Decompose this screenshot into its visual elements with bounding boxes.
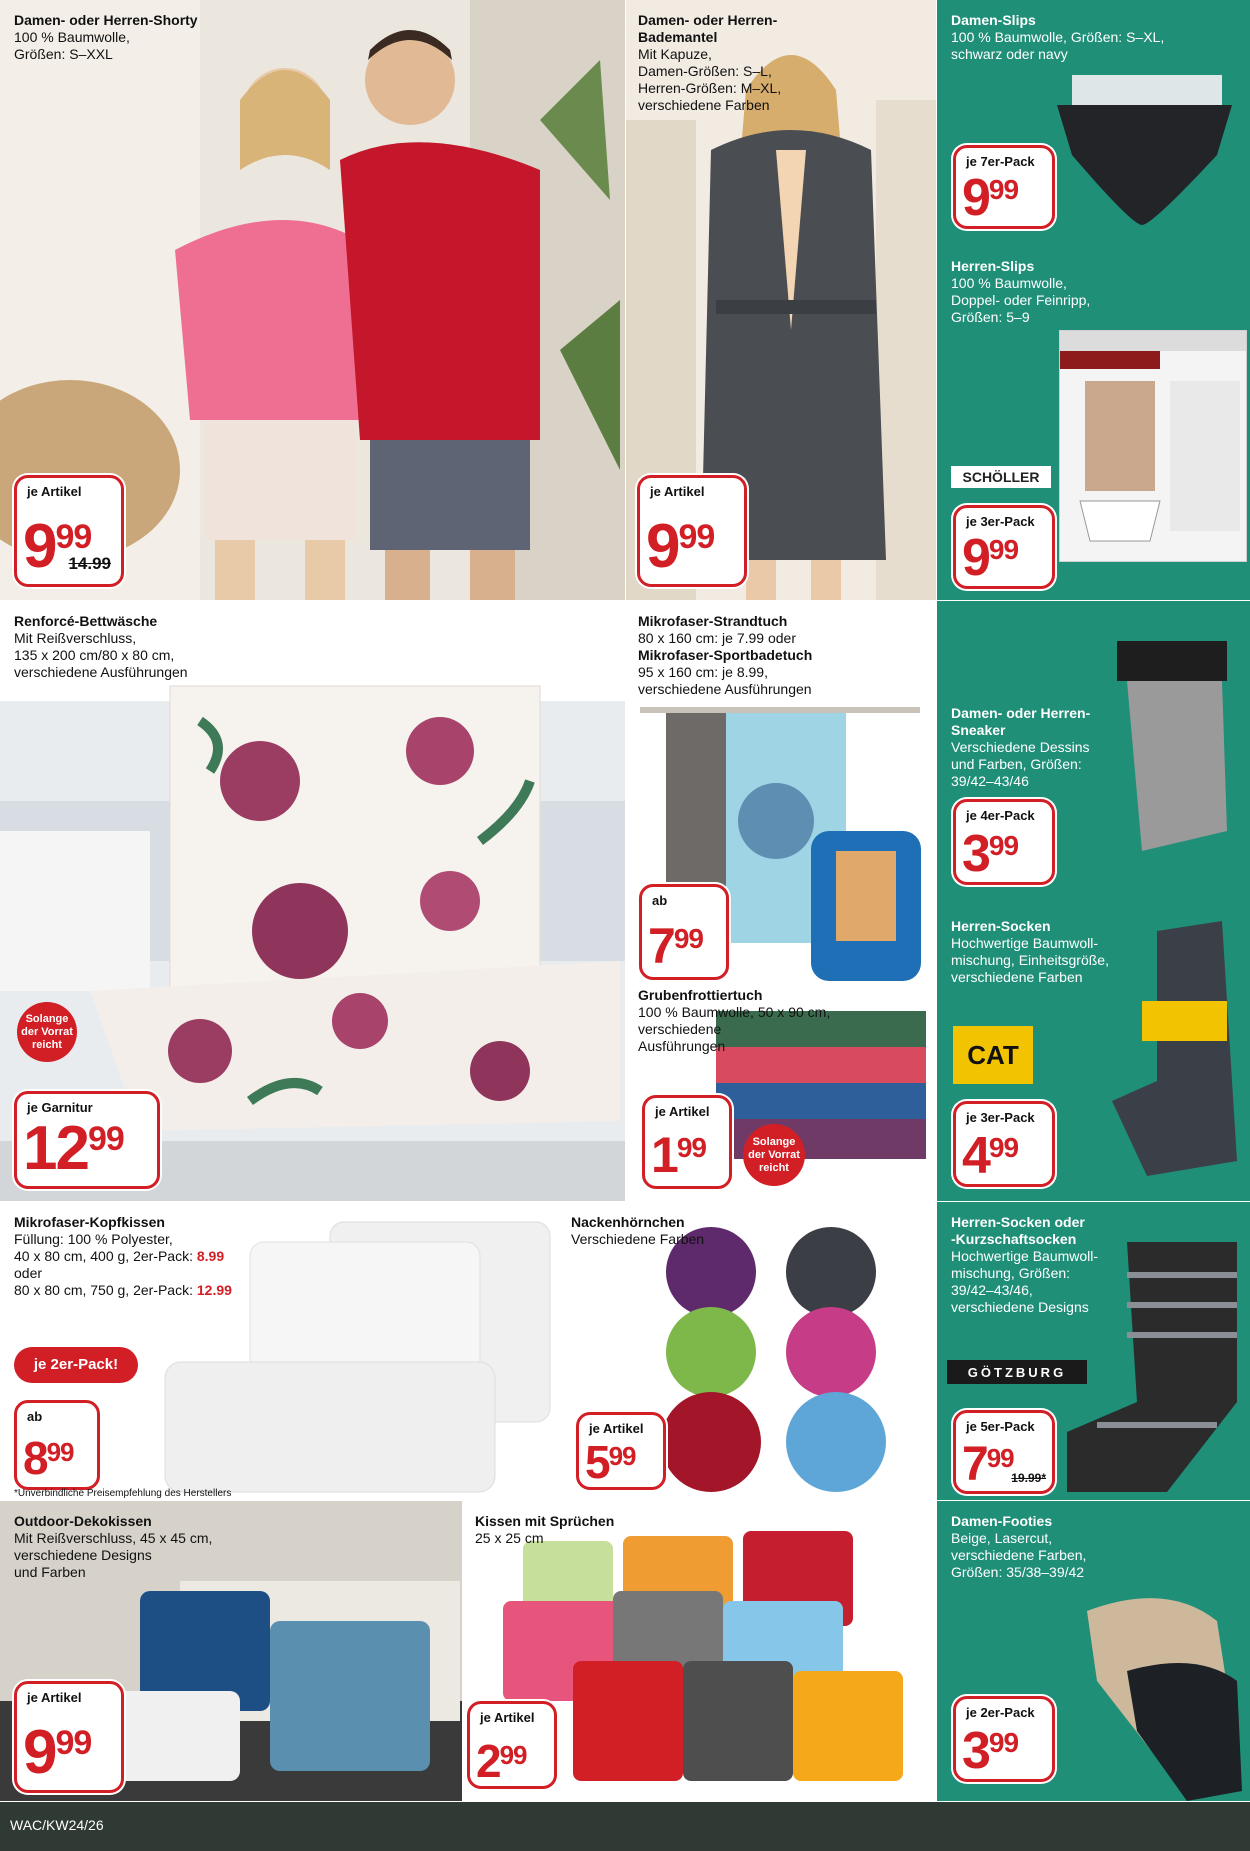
dekokissen-line3: und Farben: [14, 1564, 86, 1580]
stock-note-line3: reicht: [32, 1038, 62, 1051]
bademantel-title2: Bademantel: [638, 29, 718, 45]
slips-panel: [937, 0, 1250, 600]
kopfkissen-panel: [0, 1202, 560, 1500]
kurzschaftsocken-line4: verschiedene Designs: [951, 1299, 1089, 1315]
schoeller-logo: [951, 466, 1051, 488]
spruchkissen-panel: [463, 1501, 936, 1801]
dekokissen-panel: [0, 1501, 462, 1801]
herren-slips-pack-photo: [1059, 330, 1247, 562]
price-unit: je Garnitur: [27, 1100, 93, 1115]
herren-slips-title: Herren-Slips: [951, 258, 1035, 274]
footies-panel: [937, 1501, 1250, 1801]
sneaker-title2: Sneaker: [951, 722, 1006, 738]
goetzburg-logo: [947, 1360, 1087, 1384]
damen-slips-price-badge: [953, 145, 1055, 229]
damen-slips-line1: 100 % Baumwolle, Größen: S–XL,: [951, 29, 1165, 45]
damen-slips-photo: [1042, 65, 1242, 225]
dekokissen-line1: Mit Reißverschluss, 45 x 45 cm,: [14, 1530, 213, 1546]
frottiertuch-line1: 100 % Baumwolle, 50 x 90 cm,: [638, 1004, 831, 1020]
stock-note-line1: Solange: [25, 1012, 69, 1025]
footer-code: WAC/KW24/26: [10, 1817, 104, 1833]
footies-line3: Größen: 35/38–39/42: [951, 1564, 1085, 1580]
shorty-price-badge: [14, 475, 124, 587]
bademantel-panel: [626, 0, 936, 600]
dekokissen-price-badge: [14, 1681, 124, 1793]
sneaker-line1: Verschiedene Dessins: [951, 739, 1090, 755]
cat-logo: [953, 1026, 1033, 1084]
damen-slips-title: Damen-Slips: [951, 12, 1036, 28]
kopfkissen-line2: 40 x 80 cm, 400 g, 2er-Pack: 8.99: [14, 1248, 225, 1264]
bettwaesche-line2: 135 x 200 cm/80 x 80 cm,: [14, 647, 175, 663]
old-price: 19.99*: [1011, 1471, 1046, 1485]
price-unit: je 7er-Pack: [966, 154, 1035, 169]
bademantel-line2: Damen-Größen: S–L,: [638, 63, 772, 79]
kopfkissen-text: [14, 1214, 232, 1299]
sneaker-text: [951, 705, 1090, 790]
kurzschaftsocken-panel: [937, 1202, 1250, 1500]
strandtuch-line3: verschiedene Ausführungen: [638, 681, 812, 697]
old-price: 14.99: [68, 554, 111, 573]
price-unit: je Artikel: [27, 1690, 82, 1705]
price-unit: je Artikel: [589, 1421, 644, 1436]
price-unit: je 3er-Pack: [966, 1110, 1035, 1125]
stock-note-line2: der Vorrat: [748, 1148, 800, 1161]
footies-price-badge: [953, 1696, 1055, 1782]
sneaker-line3: 39/42–43/46: [951, 773, 1029, 789]
price-unit: ab: [27, 1409, 43, 1424]
herren-socken-price-badge: [953, 1101, 1055, 1187]
price-unit: je Artikel: [650, 484, 705, 499]
kurzschaftsocken-text: [951, 1214, 1098, 1316]
price-value: 399: [962, 825, 1019, 883]
price-unit: je 4er-Pack: [966, 808, 1035, 823]
shorty-panel: [0, 0, 625, 600]
price-value: 999: [23, 1718, 92, 1787]
stock-note-badge: [17, 1002, 77, 1062]
damen-slips-line2: schwarz oder navy: [951, 46, 1068, 62]
footies-line1: Beige, Lasercut,: [951, 1530, 1053, 1546]
dekokissen-title: Outdoor-Dekokissen: [14, 1513, 152, 1529]
nackenhoernchen-line1: Verschiedene Farben: [571, 1231, 705, 1247]
bademantel-title1: Damen- oder Herren-: [638, 12, 778, 28]
price-value: 799: [962, 1438, 1014, 1491]
strandtuch-title: Mikrofaser-Strandtuch: [638, 613, 788, 629]
price-value: 299: [476, 1735, 527, 1787]
spruchkissen-line1: 25 x 25 cm: [475, 1530, 544, 1546]
kurzschaftsocken-line3: 39/42–43/46,: [951, 1282, 1033, 1298]
bademantel-text: [638, 12, 781, 114]
strandtuch-price-badge: [639, 884, 729, 980]
spruchkissen-title: Kissen mit Sprüchen: [475, 1513, 615, 1529]
price-unit: je Artikel: [27, 484, 82, 499]
nackenhoernchen-text: [571, 1214, 704, 1248]
kopfkissen-line4: 80 x 80 cm, 750 g, 2er-Pack: 12.99: [14, 1282, 232, 1298]
schoeller-brand: SCHÖLLER: [962, 469, 1040, 485]
herren-socken-title: Herren-Socken: [951, 918, 1051, 934]
underwear-pack-illustration: [1060, 331, 1246, 561]
strandtuch-line2: 95 x 160 cm: je 8.99,: [638, 664, 768, 680]
herren-socken-line3: verschiedene Farben: [951, 969, 1083, 985]
briefs-illustration: [1042, 65, 1242, 225]
spruchkissen-text: [475, 1513, 614, 1547]
kurzschaftsocken-title2: -Kurzschaftsocken: [951, 1231, 1077, 1247]
spruchkissen-price-badge: [467, 1701, 557, 1789]
footnote: *Unverbindliche Preisempfehlung des Herstellers: [14, 1488, 232, 1499]
strandtuch-text: [638, 613, 812, 698]
price-unit: je 2er-Pack: [966, 1705, 1035, 1720]
price-unit: je 5er-Pack: [966, 1419, 1035, 1434]
damen-slips-text: [951, 12, 1164, 63]
footies-line2: verschiedene Farben,: [951, 1547, 1087, 1563]
price-value: 499: [962, 1127, 1019, 1185]
strandtuch-line1: 80 x 160 cm: je 7.99 oder: [638, 630, 796, 646]
strandtuch-panel: [626, 601, 936, 1201]
sneaker-line2: und Farben, Größen:: [951, 756, 1082, 772]
kurzschaftsocken-title1: Herren-Socken oder: [951, 1214, 1085, 1230]
herren-socken-text: [951, 918, 1109, 986]
bademantel-line4: verschiedene Farben: [638, 97, 770, 113]
price-value: 599: [585, 1436, 636, 1488]
bettwaesche-line1: Mit Reißverschluss,: [14, 630, 137, 646]
frottiertuch-title: Grubenfrottiertuch: [638, 987, 763, 1003]
sportbadetuch-title: Mikrofaser-Sportbadetuch: [638, 647, 813, 663]
nackenhoernchen-title: Nackenhörnchen: [571, 1214, 685, 1230]
price-value: 999: [23, 512, 92, 581]
price-value: 399: [962, 1722, 1019, 1780]
nackenhoernchen-panel: [561, 1202, 936, 1500]
price-unit: je Artikel: [480, 1710, 535, 1725]
socks-panel: [937, 601, 1250, 1201]
dekokissen-text: [14, 1513, 212, 1581]
nackenhoernchen-price-badge: [576, 1412, 666, 1490]
bademantel-price-badge: [637, 475, 747, 587]
shorty-text: [14, 12, 198, 63]
footies-title: Damen-Footies: [951, 1513, 1053, 1529]
sneaker-title1: Damen- oder Herren-: [951, 705, 1091, 721]
herren-slips-line2: Doppel- oder Feinripp,: [951, 292, 1091, 308]
price-value: 199: [651, 1127, 706, 1183]
price-unit: ab: [652, 893, 668, 908]
kurzschaftsocken-line1: Hochwertige Baumwoll-: [951, 1248, 1099, 1264]
herren-socken-line1: Hochwertige Baumwoll-: [951, 935, 1099, 951]
bademantel-line1: Mit Kapuze,: [638, 46, 712, 62]
footer-bar: [0, 1802, 1250, 1851]
kopfkissen-price-badge: [14, 1400, 100, 1490]
kopfkissen-line1: Füllung: 100 % Polyester,: [14, 1231, 173, 1247]
cat-brand: CAT: [967, 1039, 1019, 1070]
frottiertuch-price-badge: [642, 1095, 732, 1189]
dekokissen-line2: verschiedene Designs: [14, 1547, 152, 1563]
kopfkissen-line3: oder: [14, 1265, 43, 1281]
stock-note-line2: der Vorrat: [21, 1025, 73, 1038]
kurzschaftsocken-price-badge: [953, 1410, 1055, 1494]
price-value: 899: [23, 1432, 74, 1484]
bettwaesche-title: Renforcé-Bettwäsche: [14, 613, 158, 629]
frottiertuch-text: [638, 987, 830, 1055]
herren-slips-price-badge: [953, 505, 1055, 589]
price-value: 1299: [23, 1114, 124, 1183]
bettwaesche-panel: [0, 601, 625, 1201]
kopfkissen-title: Mikrofaser-Kopfkissen: [14, 1214, 165, 1230]
je-2er-pack-pill: je 2er-Pack!: [14, 1347, 138, 1383]
stock-note-badge: [743, 1124, 805, 1186]
shorty-line1: 100 % Baumwolle,: [14, 29, 130, 45]
footies-text: [951, 1513, 1086, 1581]
shorty-line2: Größen: S–XXL: [14, 46, 113, 62]
goetzburg-brand: GÖTZBURG: [967, 1364, 1067, 1380]
price-value: 999: [962, 529, 1019, 587]
price-unit: je 3er-Pack: [966, 514, 1035, 529]
stock-note-line3: reicht: [759, 1161, 789, 1174]
shorty-title: Damen- oder Herren-Shorty: [14, 12, 198, 28]
stock-note-line1: Solange: [752, 1135, 796, 1148]
bettwaesche-price-badge: [14, 1091, 160, 1189]
price-unit: je Artikel: [655, 1104, 710, 1119]
herren-socken-line2: mischung, Einheitsgröße,: [951, 952, 1109, 968]
herren-slips-line1: 100 % Baumwolle,: [951, 275, 1067, 291]
frottiertuch-line2: verschiedene: [638, 1021, 722, 1037]
price-value: 799: [648, 918, 703, 974]
herren-slips-line3: Größen: 5–9: [951, 309, 1030, 325]
bademantel-line3: Herren-Größen: M–XL,: [638, 80, 782, 96]
herren-slips-text: [951, 258, 1090, 326]
bettwaesche-text: [14, 613, 188, 681]
kurzschaftsocken-line2: mischung, Größen:: [951, 1265, 1071, 1281]
bettwaesche-line3: verschiedene Ausführungen: [14, 664, 188, 680]
price-value: 999: [646, 512, 715, 581]
sneaker-price-badge: [953, 799, 1055, 885]
price-value: 999: [962, 169, 1019, 227]
frottiertuch-line3: Ausführungen: [638, 1038, 726, 1054]
